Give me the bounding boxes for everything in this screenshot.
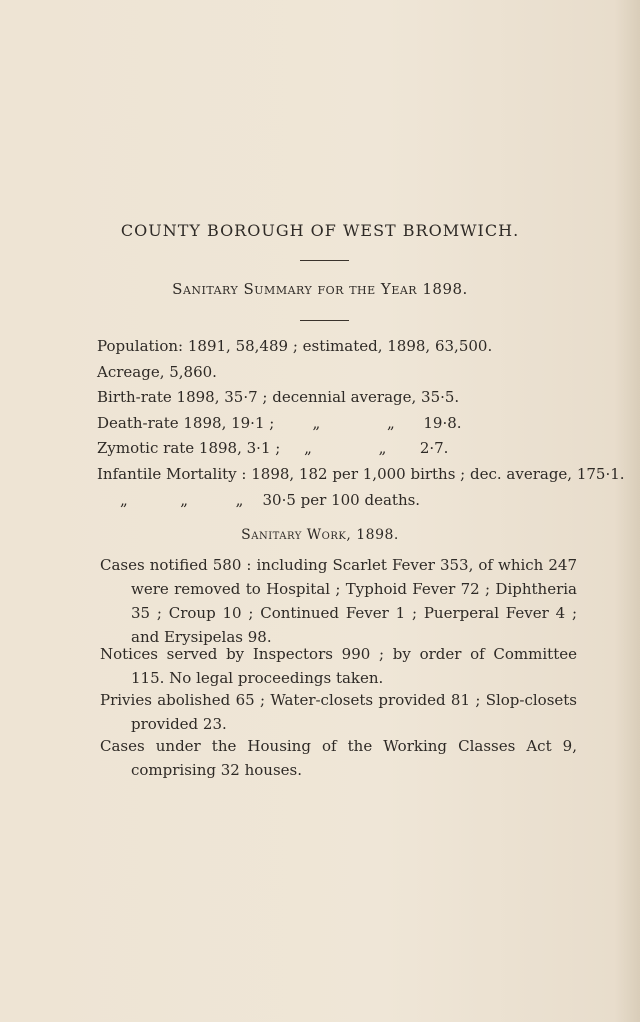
title-divider [300, 260, 349, 261]
page-subtitle: Sanitary Summary for the Year 1898. [172, 280, 468, 298]
privies-paragraph: Privies abolished 65 ; Water-closets provided 81 ; Slop-closets provided 23. [100, 691, 577, 733]
population-line: Population: 1891, 58,489 ; estimated, 1898, 63,500. [97, 337, 493, 355]
housing-paragraph: Cases under the Housing of the Working Classes Act 9, comprising 32 houses. [100, 737, 577, 779]
page-title: COUNTY BOROUGH OF WEST BROMWICH. [120, 221, 520, 240]
zymotic-rate-line: Zymotic rate 1898, 3·1 ; „ „ 2·7. [97, 439, 449, 457]
notices-served-paragraph: Notices served by Inspectors 990 ; by order of Committee 115. No legal proceedings taken. [100, 645, 577, 687]
birth-rate-line: Birth-rate 1898, 35·7 ; decennial average, 35·5. [97, 388, 460, 406]
infantile-mortality-line: Infantile Mortality : 1898, 182 per 1,000 births ; dec. average, 175·1. [97, 465, 625, 483]
subtitle-divider [300, 320, 349, 321]
infantile-deaths-line: „ „ „ 30·5 per 100 deaths. [120, 491, 421, 509]
acreage-line: Acreage, 5,860. [97, 363, 217, 381]
cases-notified-paragraph: Cases notified 580 : including Scarlet Fever 353, of which 247 were removed to Hospital ; Typhoid Fever 72 ; Diphtheria 35 ; Croup 10 ; Continued Fever 1 ; Puerperal Fever 4 ; and Erysipelas 98. [100, 556, 577, 646]
death-rate-line: Death-rate 1898, 19·1 ; „ „ 19·8. [97, 414, 462, 432]
section-heading: Sanitary Work, 1898. [241, 527, 399, 543]
